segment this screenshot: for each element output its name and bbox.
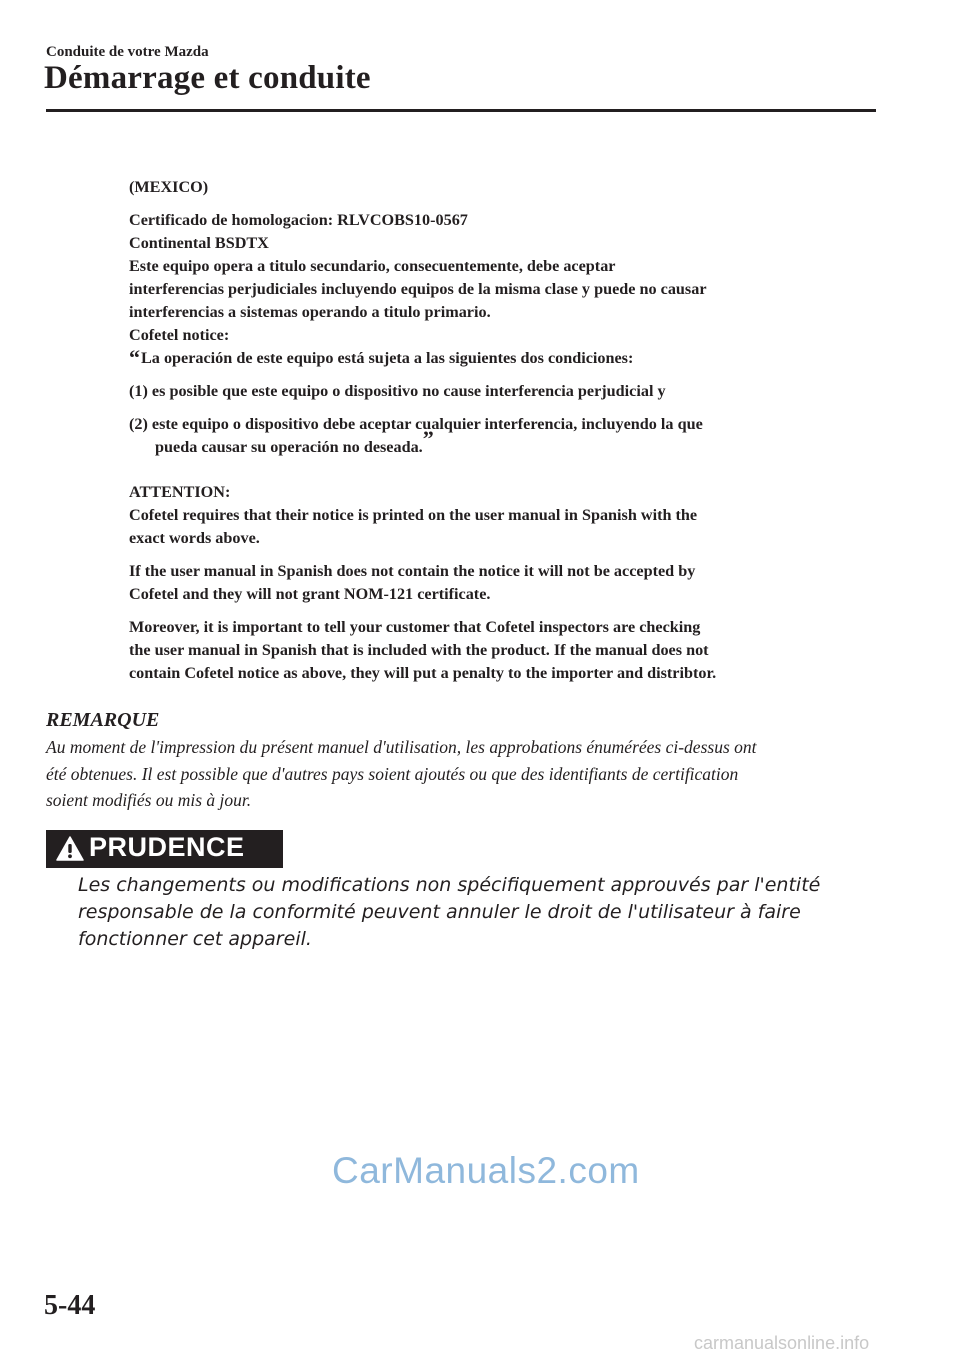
condition-2: (2) este equipo o dispositivo debe aceptar cualquier interferencia, incluyendo la que: [129, 415, 703, 433]
if-line: Cofetel and they will not grant NOM-121 certificate.: [129, 585, 491, 603]
note-line: soient modifiés ou mis à jour.: [46, 790, 252, 810]
cofetel-notice-label: Cofetel notice:: [129, 326, 230, 344]
section-label: Conduite de votre Mazda: [46, 44, 209, 60]
moreover-line: Moreover, it is important to tell your customer that Cofetel inspectors are checking: [129, 618, 701, 636]
caution-text: [78, 872, 878, 953]
note-line: Au moment de l'impression du présent manuel d'utilisation, les approbations énumérées ci-dessus ont: [46, 737, 757, 757]
certification-block: [129, 176, 829, 685]
condition-2-continued: [129, 426, 829, 459]
quote-intro-line: [129, 347, 829, 370]
watermark-logo: CarManuals2.com: [332, 1150, 640, 1191]
caution-line: fonctionner cet appareil.: [78, 928, 312, 950]
caution-line: responsable de la conformité peuvent annuler le droit de l'utilisateur à faire: [78, 901, 801, 923]
warning-icon: [56, 836, 84, 862]
cert-country: (MEXICO): [129, 178, 209, 196]
open-quote-mark: “: [129, 345, 140, 370]
close-quote-mark: ”: [422, 426, 434, 451]
cert-spanish-line: interferencias perjudiciales incluyendo equipos de la misma clase y puede no causar: [129, 280, 707, 298]
cert-number: Certificado de homologacion: RLVCOBS10-0567: [129, 211, 468, 229]
quote-intro: La operación de este equipo está sujeta a las siguientes dos condiciones:: [141, 349, 634, 367]
page-number: 5-44: [44, 1290, 96, 1321]
attention-line: exact words above.: [129, 529, 260, 547]
note-block: [46, 706, 876, 814]
footer-site-text: carmanualsonline.info: [694, 1333, 870, 1353]
moreover-line: the user manual in Spanish that is included with the product. If the manual does not: [129, 641, 709, 659]
caution-banner: [46, 830, 283, 868]
cert-product: Continental BSDTX: [129, 234, 269, 252]
note-title: REMARQUE: [46, 709, 160, 731]
moreover-line: contain Cofetel notice as above, they will put a penalty to the importer and distribtor.: [129, 664, 717, 682]
page-title: Démarrage et conduite: [44, 60, 371, 96]
cert-spanish-line: Este equipo opera a titulo secundario, consecuentemente, debe aceptar: [129, 257, 616, 275]
caution-label: PRUDENCE: [89, 832, 245, 862]
attention-line: Cofetel requires that their notice is printed on the user manual in Spanish with the: [129, 506, 698, 524]
note-line: été obtenues. Il est possible que d'autres pays soient ajoutés ou que des identifiants de certification: [46, 763, 739, 784]
cert-spanish-line: interferencias a sistemas operando a titulo primario.: [129, 303, 491, 321]
attention-label: ATTENTION:: [129, 483, 231, 501]
condition-1: (1) es posible que este equipo o dispositivo no cause interferencia perjudicial y: [129, 382, 666, 400]
note-text: [46, 734, 876, 814]
condition-2-line2: pueda causar su operación no deseada.: [155, 438, 423, 456]
caution-line: Les changements ou modifications non spécifiquement approuvés par l'entité: [78, 874, 821, 896]
title-divider: [46, 109, 876, 112]
if-line: If the user manual in Spanish does not contain the notice it will not be accepted by: [129, 562, 696, 580]
